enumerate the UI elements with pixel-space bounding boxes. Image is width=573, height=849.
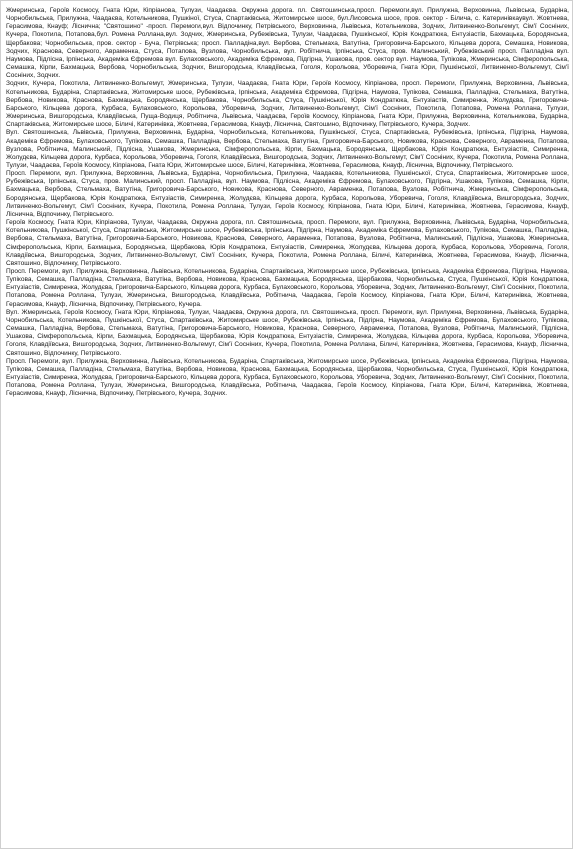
paragraph: Жмеринська, Героїв Космосу, Гната Юри, Кіпріанова, Тулузи, Чаадаєва. Окружна дорога. пл. Святошинська,просп. Перемоги,вул. Прилужна, Верховинна, Львівська, Бударіна, Чорнобильська, Прилужна, Чаадаєва, Котельникова, Пушкіної, Стуса, Спартаківська, Житомирське шосе, бул.Лисовська шосе, пров. сектор - Білича, с. Катеринівкаувул. Жовтнева, Герасимова, Кнауф; Ліснична; "Святошино" -просп. Перемоги,вул. Відпочинку, Петрівського, Верховинна, Львівська, Котельникова, Зодчих, Литвиненко-Вольгемут, Сім'ї Сосніних, Кучера, Покотила, Потапова,бул. Ромена Роллана,вул. Зодчих, Жмеринська, Рубежівська, Тулузи, Чаадаєва, Пушкінської, Юрія Кондратюка, Ентузіастів, Бахмацька, Бородянська, Щербакова; Чорнобильська, пров. сектор - Буча, Петрівська; просп. Палладіна,вул. Вербова, Стельмаха, Ватутіна, Григоровича-Барського, Кільцева дорога, Семашка, Новикова, Зодчих, Краснова, Северного, Авраменка, Стуса, Потапова, Вузлова, Чорнобильська, вул. Робітнича, Ірпінська, Стуса, пров. Малинський, Рубежівський просп. Палладіна вул. Наумова, Підлісна, Ірпінська, Академіка Єфремова вул. Булаховського, Академіка Єфремова, Підгірна, Ушакова, пров. сектор вул. Наумова, Тупікова, Жмеринська, Сімферопольська, Семашка, Кірпи, Бахмацька, Вербова, Чорнобильська, Зодчих, Вишгородська, Клавдіївська, Гоголя, Корольова, Уборевича, Гната Юри, Пушкінської, Литвиненко-Вольгемут, Сім'ї Сосніних, Зодчих. [6,7,569,80]
paragraph: Зодчих, Кучера, Покотила, Литвиненко-Вольгемут, Жмеринська, Тулузи, Чаадаєва, Гната Юри, Героїв Космосу, Кіпріанова, просп. Перемоги, Прилужна, Верховинна, Львівська, Котельникова, Бударіна, Спартаківська, Житомирське шосе, Рубежівська, Ірпінська, Академіка Єфремова, Підгірна, Наумова, Тупікова, Семашка, Палладіна, Стельмаха, Ватутіна, Вербова, Новикова, Краснова, Бахмацька, Бородянська, Щербакова, Чорнобильська, Стуса, Пушкінської, Юрія Кондратюка, Ентузіастів, Симиренка, Жолудєва, Григоровича-Барського, Кільцева дорога, Курбаса, Булаховського, Корольова, Уборевича, Зодчих, Литвиненко-Вольгемут, Сім'ї Сосніних, Покотила, Потапова, Ромена Роллана, Тулузи, Жмеринська, Вишгородська, Клавдіївська, Пуща-Водиця, Робітнича, Львівська, Чаадаєва, Героїв Космосу, Кіпріанова, Гната Юри, Прилужна, Верховинна, Котельникова, Бударіна, Спартаківська, Житомирське шосе, Біличі, Катеринівка, Жовтнева, Герасимова, Кнауф, Ліснична, Святошино, Відпочинку, Петрівського, Кучера, Зодчих. [6,80,569,129]
paragraph: Просп. Перемоги, вул. Прилужна, Верховинна, Львівська, Бударіна, Чорнобильська, Прилужна, Чаадаєва, Котельникова, Пушкінської, Стуса, Спартаківська, Житомирське шосе, Рубежівська, Ірпінська, Стуса, пров. Малинський, просп. Палладіна, вул. Наумова, Підлісна, Академіка Єфремова, Булаховського, Підгірна, Ушакова, Тупікова, Семашка, Кірпи, Бахмацька, Вербова, Стельмаха, Ватутіна, Григоровича-Барського, Новикова, Краснова, Северного, Авраменка, Потапова, Вузлова, Робітнича, Жмеринська, Сімферопольська, Бородянська, Щербакова, Юрія Кондратюка, Ентузіастів, Симиренка, Жолудєва, Кільцева дорога, Курбаса, Корольова, Уборевича, Гоголя, Клавдіївська, Вишгородська, Зодчих, Литвиненко-Вольгемут, Сім'ї Сосніних, Кучера, Покотила, Ромена Роллана, Тулузи, Героїв Космосу, Кіпріанова, Гната Юри, Біличі, Катеринівка, Жовтнева, Герасимова, Кнауф, Ліснична, Відпочинку, Петрівського. [6,170,569,218]
paragraph: Просп. Перемоги, вул. Прилужна, Верховинна, Львівська, Котельникова, Бударіна, Спартаківська, Житомирське шосе, Рубежівська, Ірпінська, Академіка Єфремова, Підгірна, Наумова, Тупікова, Семашка, Палладіна, Стельмаха, Ватутіна, Вербова, Новикова, Краснова, Бахмацька, Бородянська, Щербакова, Чорнобильська, Стуса, Пушкінської, Юрія Кондратюка, Ентузіастів, Симиренка, Жолудєва, Григоровича-Барського, Кільцева дорога, Курбаса, Булаховського, Корольова, Уборевича, Зодчих, Литвиненко-Вольгемут, Сім'ї Сосніних, Покотила, Потапова, Ромена Роллана, Тулузи, Жмеринська, Вишгородська, Клавдіївська, Робітнича, Чаадаєва, Героїв Космосу, Кіпріанова, Гната Юри, Біличі, Катеринівка, Жовтнева, Герасимова, Кнауф, Ліснична, Відпочинку, Петрівського, Кучера. [6,268,569,308]
paragraph: Героїв Космосу, Гната Юри, Кіпріанова, Тулузи, Чаадаєва, Окружна дорога, пл. Святошинська, просп. Перемоги, вул. Прилужна, Верховинна, Львівська, Бударіна, Чорнобильська, Котельникова, Пушкінської, Стуса, Спартаківська, Житомирське шосе, Рубежівська, Ірпінська, Підгірна, Наумова, Академіка Єфремова, Булаховського, Тупікова, Семашка, Палладіна, Вербова, Стельмаха, Ватутіна, Григоровича-Барського, Новикова, Краснова, Северного, Авраменка, Потапова, Вузлова, Робітнича, Малинський, Підлісна, Ушакова, Жмеринська, Сімферопольська, Кірпи, Бахмацька, Бородянська, Щербакова, Юрія Кондратюка, Ентузіастів, Симиренка, Жолудєва, Кільцева дорога, Курбаса, Корольова, Уборевича, Гоголя, Клавдіївська, Вишгородська, Зодчих, Литвиненко-Вольгемут, Сім'ї Сосніних, Кучера, Покотила, Ромена Роллана, Біличі, Катеринівка, Жовтнева, Герасимова, Кнауф, Ліснична, Святошино, Відпочинку, Петрівського. [6,219,569,267]
paragraph: Просп. Перемоги, вул. Прилужна, Верховинна, Львівська, Котельникова, Бударіна, Спартаківська, Житомирське шосе, Рубежівська, Ірпінська, Академіка Єфремова, Підгірна, Наумова, Тупікова, Семашка, Палладіна, Стельмаха, Ватутіна, Вербова, Новикова, Краснова, Бахмацька, Бородянська, Щербакова, Чорнобильська, Стуса, Пушкінської, Юрія Кондратюка, Ентузіастів, Симиренка, Жолудєва, Григоровича-Барського, Кільцева дорога, Курбаса, Булаховського, Корольова, Уборевича, Зодчих, Литвиненко-Вольгемут, Сім'ї Сосніних, Покотила, Потапова, Ромена Роллана, Тулузи, Жмеринська, Вишгородська, Клавдіївська, Робітнича, Чаадаєва, Героїв Космосу, Кіпріанова, Гната Юри, Біличі, Катеринівка, Жовтнева, Герасимова, Кнауф, Ліснична, Відпочинку, Петрівського, Кучера, Зодчих. [6,357,569,398]
paragraph: Вул. Святошинська, Львівська, Прилужна, Верховинна, Бударіна, Чорнобильська, Котельникова, Пушкінської, Стуса, Спартаківська, Рубежівська, Ірпінська, Підгірна, Наумова, Академіка Єфремова, Булаховського, Тупікова, Семашка, Палладіна, Вербова, Стельмаха, Ватутіна, Григоровича-Барського, Новикова, Краснова, Северного, Авраменка, Потапова, Вузлова, Робітнича, Малинський, Підлісна, Ушакова, Жмеринська, Сімферопольська, Кірпи, Бахмацька, Бородянська, Щербакова, Юрія Кондратюка, Ентузіастів, Симиренка, Жолудєва, Кільцева дорога, Курбаса, Корольова, Уборевича, Гоголя, Клавдіївська, Вишгородська, Зодчих, Литвиненко-Вольгемут, Сім'ї Сосніних, Кучера, Покотила, Ромена Роллана, Тулузи, Чаадаєва, Героїв Космосу, Кіпріанова, Гната Юри, Житомирське шосе, Біличі, Катеринівка, Жовтнева, Герасимова, Кнауф, Ліснична, Відпочинку, Петрівського. [6,129,569,169]
paragraph: Вул. Жмеринська, Героїв Космосу, Гната Юри, Кіпріанова, Тулузи, Чаадаєва, Окружна дорога, пл. Святошинська, просп. Перемоги, вул. Прилужна, Верховинна, Львівська, Бударіна, Чорнобильська, Котельникова, Пушкінської, Стуса, Спартаківська, Житомирське шосе, Рубежівська, Ірпінська, Підгірна, Наумова, Академіка Єфремова, Булаховського, Тупікова, Семашка, Палладіна, Вербова, Стельмаха, Ватутіна, Григоровича-Барського, Новикова, Краснова, Северного, Авраменка, Потапова, Вузлова, Робітнича, Малинський, Підлісна, Ушакова, Сімферопольська, Кірпи, Бахмацька, Бородянська, Щербакова, Юрія Кондратюка, Ентузіастів, Симиренка, Жолудєва, Кільцева дорога, Курбаса, Корольова, Уборевича, Гоголя, Клавдіївська, Вишгородська, Зодчих, Литвиненко-Вольгемут, Сім'ї Сосніних, Кучера, Покотила, Ромена Роллана, Біличі, Катеринівка, Жовтнева, Герасимова, Кнауф, Ліснична, Святошино, Відпочинку, Петрівського. [6,308,569,357]
document-body-text [6,7,569,846]
